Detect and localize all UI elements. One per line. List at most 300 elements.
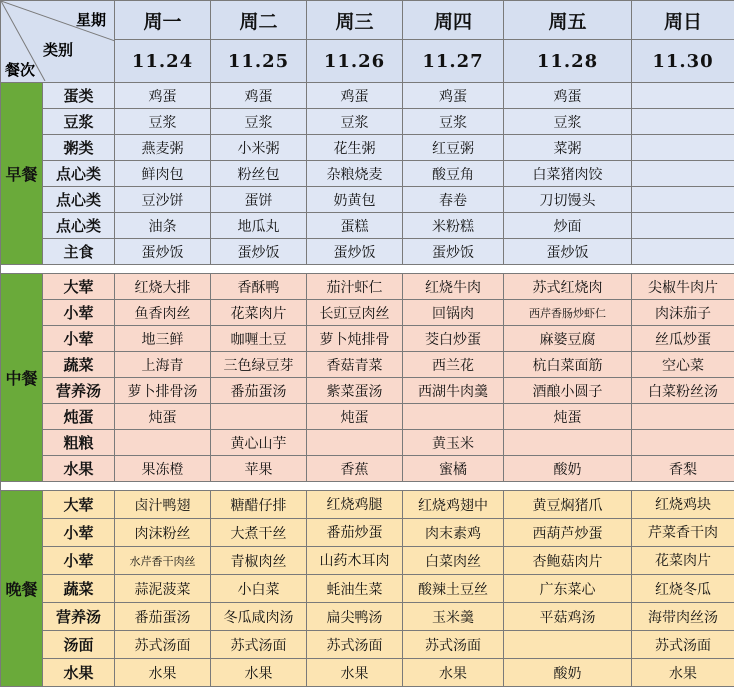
menu-item-cell xyxy=(211,547,307,575)
menu-item-text: 水果 xyxy=(245,666,273,682)
menu-item-cell xyxy=(211,575,307,603)
menu-item-cell xyxy=(504,575,632,603)
menu-item-text: 小米粥 xyxy=(238,141,280,157)
menu-item-cell xyxy=(307,352,403,378)
menu-item-cell xyxy=(632,109,734,135)
menu-item-cell xyxy=(632,135,734,161)
menu-item-text: 米粉糕 xyxy=(432,219,474,235)
menu-item-cell xyxy=(403,547,504,575)
category-label: 小荤 xyxy=(43,300,115,326)
menu-item-cell xyxy=(403,135,504,161)
menu-item-cell xyxy=(504,135,632,161)
menu-item-cell xyxy=(504,631,632,659)
dinner-row xyxy=(1,659,734,687)
lunch-row xyxy=(1,274,734,300)
menu-item-cell xyxy=(211,378,307,404)
category-label: 水果 xyxy=(43,659,115,687)
menu-item-cell xyxy=(504,659,632,687)
menu-item-cell xyxy=(632,326,734,352)
menu-item-text: 苏式汤面 xyxy=(655,638,711,654)
menu-item-cell xyxy=(307,547,403,575)
menu-item-text: 春卷 xyxy=(439,193,467,209)
breakfast-row xyxy=(1,109,734,135)
menu-item-cell xyxy=(504,274,632,300)
menu-item-text: 红烧鸡块 xyxy=(632,496,734,514)
menu-item-text: 豆沙饼 xyxy=(142,193,184,209)
breakfast-row xyxy=(1,239,734,265)
menu-item-text: 花菜肉片 xyxy=(231,306,287,322)
category-label: 粥类 xyxy=(43,135,115,161)
menu-item-text: 麻婆豆腐 xyxy=(540,332,596,348)
menu-item-text: 红烧牛肉 xyxy=(425,280,481,296)
breakfast-row xyxy=(1,161,734,187)
menu-item-cell xyxy=(632,456,734,482)
menu-item-text: 水果 xyxy=(341,666,369,682)
menu-item-text: 杏鲍菇肉片 xyxy=(533,554,603,570)
menu-item-cell xyxy=(115,430,211,456)
menu-item-cell xyxy=(632,575,734,603)
menu-item-text: 花生粥 xyxy=(334,141,376,157)
lunch-row xyxy=(1,300,734,326)
menu-item-cell xyxy=(307,603,403,631)
section-gap xyxy=(1,482,734,491)
menu-item-text: 玉米羹 xyxy=(432,610,474,626)
menu-item-text: 苏式汤面 xyxy=(327,638,383,654)
menu-item-text: 蛋炒饭 xyxy=(238,245,280,261)
menu-item-text: 酸奶 xyxy=(554,666,582,682)
menu-item-text: 丝瓜炒蛋 xyxy=(655,332,711,348)
menu-item-text: 卤汁鸭翅 xyxy=(135,498,191,514)
menu-item-text: 地三鲜 xyxy=(142,332,184,348)
menu-item-cell xyxy=(211,83,307,109)
menu-item-cell xyxy=(307,631,403,659)
menu-item-text: 海带肉丝汤 xyxy=(648,610,718,626)
dinner-row xyxy=(1,491,734,519)
dinner-row xyxy=(1,575,734,603)
menu-item-text: 尖椒牛肉片 xyxy=(648,280,718,296)
menu-item-text: 刀切馒头 xyxy=(540,193,596,209)
menu-item-cell xyxy=(115,378,211,404)
menu-item-cell xyxy=(307,575,403,603)
menu-item-cell xyxy=(307,109,403,135)
menu-item-cell xyxy=(632,547,734,575)
category-label: 营养汤 xyxy=(43,378,115,404)
menu-item-cell xyxy=(403,83,504,109)
menu-item-text: 鸡蛋 xyxy=(341,89,369,105)
menu-item-cell xyxy=(632,300,734,326)
menu-item-cell xyxy=(632,404,734,430)
menu-item-cell xyxy=(403,430,504,456)
menu-item-text: 炖蛋 xyxy=(149,410,177,426)
day-header-sun: 周日 xyxy=(632,1,734,40)
menu-item-text: 苏式红烧肉 xyxy=(533,280,603,296)
menu-item-text: 小白菜 xyxy=(238,582,280,598)
day-header-mon: 周一 xyxy=(115,1,211,40)
menu-item-cell xyxy=(115,300,211,326)
day-header-thu: 周四 xyxy=(403,1,504,40)
menu-item-cell xyxy=(403,213,504,239)
menu-item-text: 奶黄包 xyxy=(334,193,376,209)
category-label: 水果 xyxy=(43,456,115,482)
menu-item-cell xyxy=(307,83,403,109)
menu-item-cell xyxy=(403,404,504,430)
menu-item-text: 蛋糕 xyxy=(341,219,369,235)
section-gap xyxy=(1,265,734,274)
menu-item-cell xyxy=(403,378,504,404)
menu-item-cell xyxy=(115,326,211,352)
breakfast-row xyxy=(1,213,734,239)
section-gap-cell xyxy=(1,265,734,274)
menu-item-text: 鱼香肉丝 xyxy=(135,306,191,322)
menu-item-text: 黄心山芋 xyxy=(231,436,287,452)
menu-item-text: 杂粮烧麦 xyxy=(327,167,383,183)
date-header-sun: 11.30 xyxy=(632,40,734,83)
menu-item-cell xyxy=(307,300,403,326)
menu-item-text: 蚝油生菜 xyxy=(327,582,383,598)
menu-item-cell xyxy=(307,430,403,456)
category-label: 大荤 xyxy=(43,274,115,300)
menu-item-text: 鸡蛋 xyxy=(554,89,582,105)
category-label: 小荤 xyxy=(43,547,115,575)
menu-item-text: 蛋炒饭 xyxy=(142,245,184,261)
menu-item-cell xyxy=(211,659,307,687)
menu-item-cell xyxy=(307,239,403,265)
date-header-fri: 11.28 xyxy=(504,40,632,83)
category-label: 粗粮 xyxy=(43,430,115,456)
menu-item-text: 空心菜 xyxy=(662,358,704,374)
menu-item-text: 回锅肉 xyxy=(432,306,474,322)
category-label: 豆浆 xyxy=(43,109,115,135)
menu-item-text: 燕麦粥 xyxy=(142,141,184,157)
menu-item-text: 紫菜蛋汤 xyxy=(327,384,383,400)
menu-item-cell xyxy=(632,187,734,213)
menu-item-cell xyxy=(403,300,504,326)
menu-item-text: 香菇青菜 xyxy=(327,358,383,374)
dinner-meal-label: 晚餐 xyxy=(1,491,43,687)
menu-item-cell xyxy=(403,352,504,378)
menu-item-text: 西兰花 xyxy=(432,358,474,374)
menu-item-cell xyxy=(632,430,734,456)
menu-item-cell xyxy=(307,213,403,239)
menu-item-cell xyxy=(504,547,632,575)
menu-item-text: 香蕉 xyxy=(341,462,369,478)
menu-item-cell xyxy=(504,239,632,265)
lunch-row xyxy=(1,378,734,404)
menu-item-cell xyxy=(115,404,211,430)
menu-item-cell xyxy=(307,456,403,482)
date-header-tue: 11.25 xyxy=(211,40,307,83)
menu-item-text: 萝卜排骨汤 xyxy=(128,384,198,400)
category-label: 主食 xyxy=(43,239,115,265)
menu-item-cell xyxy=(115,352,211,378)
menu-item-text: 三色绿豆芽 xyxy=(224,358,294,374)
menu-item-text: 红烧冬瓜 xyxy=(655,582,711,598)
menu-item-cell xyxy=(307,378,403,404)
menu-item-text: 炖蛋 xyxy=(341,410,369,426)
menu-item-cell xyxy=(211,274,307,300)
breakfast-meal-label: 早餐 xyxy=(1,83,43,265)
menu-item-cell xyxy=(632,274,734,300)
menu-item-cell xyxy=(307,519,403,547)
menu-item-cell xyxy=(307,161,403,187)
corner-week-label: 星期 xyxy=(76,9,106,30)
breakfast-row xyxy=(1,135,734,161)
menu-item-cell xyxy=(211,603,307,631)
corner-category-label: 类别 xyxy=(43,39,73,60)
menu-item-text: 鸡蛋 xyxy=(245,89,273,105)
menu-item-cell xyxy=(504,326,632,352)
menu-item-cell xyxy=(632,239,734,265)
menu-item-cell xyxy=(403,239,504,265)
menu-item-cell xyxy=(632,161,734,187)
menu-item-cell xyxy=(115,274,211,300)
corner-header xyxy=(1,1,115,83)
menu-item-cell xyxy=(632,519,734,547)
menu-item-cell xyxy=(403,603,504,631)
menu-item-text: 肉沫茄子 xyxy=(655,306,711,322)
menu-item-text: 苹果 xyxy=(245,462,273,478)
menu-item-cell xyxy=(211,430,307,456)
date-header-mon: 11.24 xyxy=(115,40,211,83)
menu-item-cell xyxy=(403,491,504,519)
menu-item-cell xyxy=(115,239,211,265)
dinner-row xyxy=(1,603,734,631)
menu-item-cell xyxy=(403,659,504,687)
menu-item-cell xyxy=(403,187,504,213)
menu-item-text: 扁尖鸭汤 xyxy=(327,610,383,626)
menu-item-text: 上海青 xyxy=(142,358,184,374)
menu-item-text: 水芹香干肉丝 xyxy=(130,555,196,568)
section-gap-cell xyxy=(1,482,734,491)
date-header-thu: 11.27 xyxy=(403,40,504,83)
menu-item-text: 苏式汤面 xyxy=(425,638,481,654)
menu-item-cell xyxy=(115,83,211,109)
menu-item-text: 红烧鸡翅中 xyxy=(418,498,488,514)
menu-item-cell xyxy=(403,575,504,603)
category-label: 炖蛋 xyxy=(43,404,115,430)
menu-item-cell xyxy=(307,135,403,161)
menu-item-text: 山药木耳肉 xyxy=(307,552,402,570)
menu-item-text: 香酥鸭 xyxy=(238,280,280,296)
menu-item-cell xyxy=(211,187,307,213)
corner-meal-label: 餐次 xyxy=(5,59,35,80)
menu-item-text: 广东菜心 xyxy=(540,582,596,598)
menu-item-text: 蛋炒饭 xyxy=(547,245,589,261)
menu-item-cell xyxy=(403,456,504,482)
menu-item-text: 鸡蛋 xyxy=(439,89,467,105)
menu-item-cell xyxy=(504,603,632,631)
lunch-row xyxy=(1,326,734,352)
category-label: 大荤 xyxy=(43,491,115,519)
menu-item-text: 肉沫粉丝 xyxy=(135,526,191,542)
menu-item-cell xyxy=(211,519,307,547)
menu-item-text: 番茄蛋汤 xyxy=(135,610,191,626)
menu-item-cell xyxy=(115,109,211,135)
menu-item-text: 炖蛋 xyxy=(554,410,582,426)
menu-item-text: 果冻橙 xyxy=(142,462,184,478)
menu-item-text: 白菜猪肉饺 xyxy=(533,167,603,183)
menu-item-cell xyxy=(403,109,504,135)
menu-item-text: 粉丝包 xyxy=(238,167,280,183)
menu-item-text: 西芹香肠炒虾仁 xyxy=(529,307,606,320)
menu-item-cell xyxy=(632,603,734,631)
menu-item-text: 蛋饼 xyxy=(245,193,273,209)
menu-item-text: 杭白菜面筋 xyxy=(533,358,603,374)
dinner-row xyxy=(1,519,734,547)
menu-item-cell xyxy=(632,83,734,109)
menu-item-text: 香梨 xyxy=(669,462,697,478)
menu-item-cell xyxy=(115,603,211,631)
lunch-row xyxy=(1,456,734,482)
menu-item-text: 白菜粉丝汤 xyxy=(648,384,718,400)
menu-item-text: 鸡蛋 xyxy=(149,89,177,105)
menu-item-text: 菜粥 xyxy=(554,141,582,157)
category-label: 蔬菜 xyxy=(43,352,115,378)
menu-item-text: 酸辣土豆丝 xyxy=(418,582,488,598)
menu-item-cell xyxy=(632,631,734,659)
lunch-row xyxy=(1,352,734,378)
menu-item-cell xyxy=(211,491,307,519)
breakfast-row xyxy=(1,83,734,109)
menu-item-text: 苏式汤面 xyxy=(135,638,191,654)
menu-item-cell xyxy=(504,456,632,482)
menu-item-cell xyxy=(115,547,211,575)
menu-item-cell xyxy=(211,239,307,265)
menu-item-text: 酸奶 xyxy=(554,462,582,478)
menu-item-cell xyxy=(403,326,504,352)
category-label: 点心类 xyxy=(43,161,115,187)
menu-item-cell xyxy=(115,456,211,482)
date-header-wed: 11.26 xyxy=(307,40,403,83)
menu-item-text: 茄汁虾仁 xyxy=(327,280,383,296)
menu-item-cell xyxy=(632,213,734,239)
menu-item-cell xyxy=(211,352,307,378)
menu-item-text: 茭白炒蛋 xyxy=(425,332,481,348)
menu-item-cell xyxy=(504,109,632,135)
menu-item-text: 西湖牛肉羹 xyxy=(418,384,488,400)
menu-item-text: 蛋炒饭 xyxy=(334,245,376,261)
category-label: 蛋类 xyxy=(43,83,115,109)
menu-item-text: 豆浆 xyxy=(341,115,369,131)
category-label: 小荤 xyxy=(43,519,115,547)
menu-item-cell xyxy=(307,491,403,519)
lunch-meal-label: 中餐 xyxy=(1,274,43,482)
menu-item-cell xyxy=(307,187,403,213)
menu-item-text: 黄玉米 xyxy=(432,436,474,452)
menu-item-cell xyxy=(504,213,632,239)
menu-item-cell xyxy=(115,213,211,239)
menu-item-text: 芹菜香干肉 xyxy=(632,524,734,542)
lunch-row xyxy=(1,404,734,430)
menu-item-cell xyxy=(504,83,632,109)
menu-item-cell xyxy=(632,659,734,687)
menu-item-text: 豆浆 xyxy=(245,115,273,131)
menu-item-cell xyxy=(403,631,504,659)
menu-item-cell xyxy=(504,404,632,430)
menu-item-text: 大煮干丝 xyxy=(231,526,287,542)
menu-item-cell xyxy=(307,659,403,687)
menu-item-cell xyxy=(211,109,307,135)
menu-item-text: 红豆粥 xyxy=(432,141,474,157)
menu-item-text: 苏式汤面 xyxy=(231,638,287,654)
menu-item-text: 青椒肉丝 xyxy=(231,554,287,570)
menu-item-text: 红烧大排 xyxy=(135,280,191,296)
menu-item-cell xyxy=(403,519,504,547)
menu-item-text: 肉末素鸡 xyxy=(425,526,481,542)
menu-item-cell xyxy=(307,404,403,430)
menu-item-text: 咖喱土豆 xyxy=(231,332,287,348)
day-header-fri: 周五 xyxy=(504,1,632,40)
menu-item-cell xyxy=(403,274,504,300)
menu-item-text: 豆浆 xyxy=(149,115,177,131)
menu-item-cell xyxy=(504,378,632,404)
menu-item-text: 花菜肉片 xyxy=(632,552,734,570)
menu-item-text: 豆浆 xyxy=(439,115,467,131)
category-label: 营养汤 xyxy=(43,603,115,631)
menu-item-cell xyxy=(115,659,211,687)
menu-item-cell xyxy=(211,300,307,326)
category-label: 点心类 xyxy=(43,213,115,239)
menu-item-cell xyxy=(504,491,632,519)
menu-item-cell xyxy=(504,187,632,213)
menu-item-text: 鲜肉包 xyxy=(142,167,184,183)
menu-item-text: 番茄蛋汤 xyxy=(231,384,287,400)
menu-item-cell xyxy=(211,213,307,239)
menu-item-cell xyxy=(115,161,211,187)
menu-item-text: 酸豆角 xyxy=(432,167,474,183)
menu-item-cell xyxy=(403,161,504,187)
menu-item-cell xyxy=(632,378,734,404)
menu-item-text: 蒜泥菠菜 xyxy=(135,582,191,598)
menu-item-text: 水果 xyxy=(149,666,177,682)
dinner-row xyxy=(1,631,734,659)
menu-item-text: 萝卜炖排骨 xyxy=(320,332,390,348)
menu-item-text: 酒酿小圆子 xyxy=(533,384,603,400)
menu-item-text: 油条 xyxy=(149,219,177,235)
menu-item-cell xyxy=(115,187,211,213)
menu-item-cell xyxy=(504,430,632,456)
menu-item-text: 蛋炒饭 xyxy=(432,245,474,261)
menu-item-text: 冬瓜咸肉汤 xyxy=(224,610,294,626)
menu-item-text: 黄豆焖猪爪 xyxy=(533,498,603,514)
menu-item-text: 地瓜丸 xyxy=(238,219,280,235)
category-label: 蔬菜 xyxy=(43,575,115,603)
menu-item-text: 番茄炒蛋 xyxy=(307,524,402,542)
menu-item-text: 炒面 xyxy=(554,219,582,235)
menu-item-cell xyxy=(115,631,211,659)
menu-item-cell xyxy=(632,491,734,519)
menu-item-cell xyxy=(115,491,211,519)
menu-item-text: 平菇鸡汤 xyxy=(540,610,596,626)
menu-item-cell xyxy=(504,352,632,378)
menu-item-cell xyxy=(211,161,307,187)
category-label: 汤面 xyxy=(43,631,115,659)
category-label: 小荤 xyxy=(43,326,115,352)
lunch-row xyxy=(1,430,734,456)
menu-item-cell xyxy=(211,404,307,430)
dinner-row xyxy=(1,547,734,575)
menu-item-cell xyxy=(211,135,307,161)
menu-item-cell xyxy=(504,161,632,187)
day-header-tue: 周二 xyxy=(211,1,307,40)
menu-item-cell xyxy=(211,456,307,482)
menu-item-cell xyxy=(307,274,403,300)
menu-item-cell xyxy=(504,300,632,326)
menu-item-text: 糖醋仔排 xyxy=(231,498,287,514)
menu-item-text: 长豇豆肉丝 xyxy=(320,306,390,322)
menu-item-text: 水果 xyxy=(669,666,697,682)
menu-item-cell xyxy=(211,326,307,352)
